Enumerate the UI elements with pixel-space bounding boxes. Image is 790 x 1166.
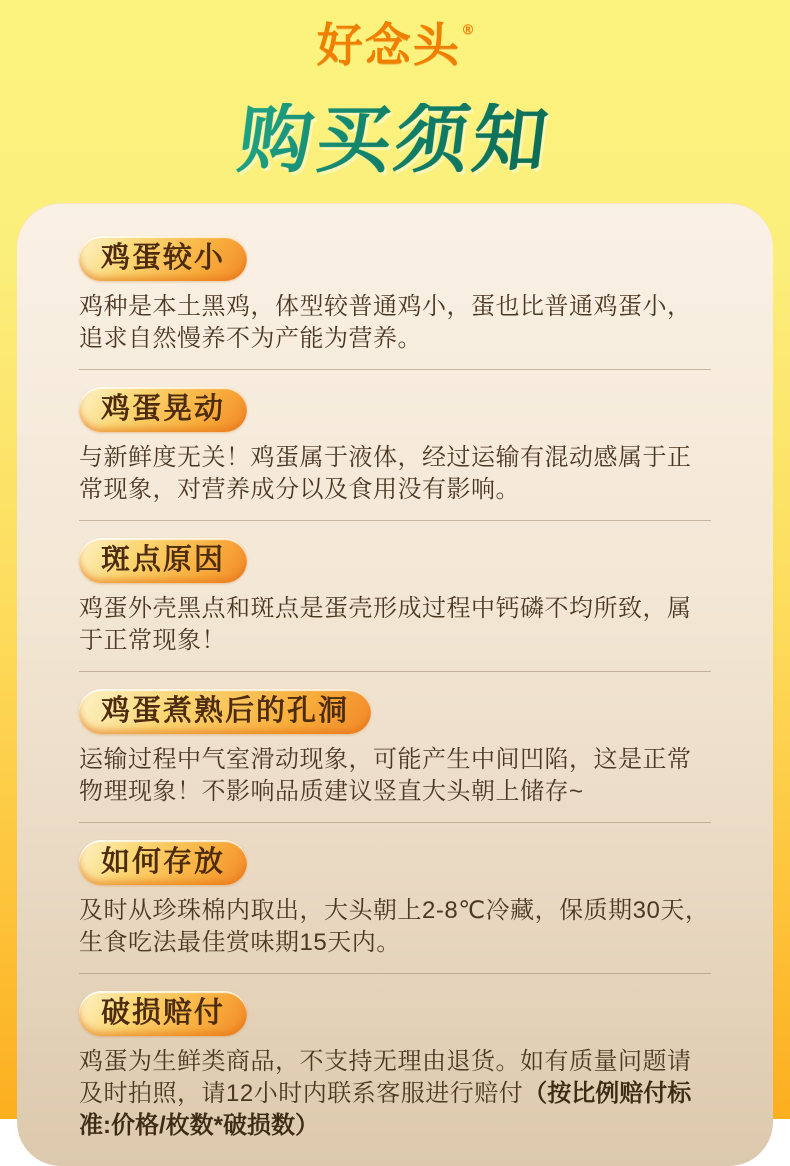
brand-name: 好念头 — [316, 19, 461, 71]
notice-section-storage — [79, 840, 711, 959]
section-divider — [79, 822, 711, 823]
section-label: 斑点原因 — [101, 543, 226, 576]
section-label: 鸡蛋较小 — [101, 241, 226, 274]
notice-section-egg-size — [79, 236, 711, 355]
notice-section-spots-reason — [79, 538, 711, 657]
page-title: 购买须知 — [233, 97, 557, 181]
section-label-pill — [79, 689, 371, 734]
section-body — [79, 593, 711, 657]
section-label-pill — [79, 840, 247, 885]
section-body-text: 鸡种是本土黑鸡，体型较普通鸡小，蛋也比普通鸡蛋小，追求自然慢养不为产能为营养。 — [79, 292, 692, 352]
section-label: 破损赔付 — [101, 996, 226, 1029]
registered-trademark-icon: ® — [462, 21, 476, 37]
notice-section-egg-shaking — [79, 387, 711, 506]
section-body-text: 及时从珍珠棉内取出，大头朝上2-8℃冷藏，保质期30天，生食吃法最佳赏味期15天内。 — [79, 896, 710, 956]
notice-card — [17, 203, 773, 1166]
notice-section-boiled-holes — [79, 689, 711, 808]
section-body — [79, 291, 711, 355]
section-divider — [79, 671, 711, 672]
section-label-pill — [79, 991, 247, 1036]
section-body-text: 鸡蛋外壳黑点和斑点是蛋壳形成过程中钙磷不均所致，属于正常现象！ — [79, 594, 692, 654]
section-body-text: 与新鲜度无关！鸡蛋属于液体，经过运输有混动感属于正常现象，对营养成分以及食用没有影响。 — [79, 443, 692, 503]
section-label-pill — [79, 538, 247, 583]
section-label: 鸡蛋晃动 — [101, 392, 226, 425]
section-divider — [79, 520, 711, 521]
section-label: 鸡蛋煮熟后的孔洞 — [101, 694, 350, 727]
page-header — [0, 0, 790, 181]
section-divider — [79, 369, 711, 370]
section-label-pill — [79, 236, 247, 281]
section-label: 如何存放 — [101, 845, 226, 878]
title-wrap — [0, 71, 790, 181]
brand-logo — [316, 19, 476, 71]
section-body-bold-text: （按比例赔付标准:价格/枚数*破损数） — [79, 1079, 692, 1139]
section-divider — [79, 973, 711, 974]
section-body — [79, 895, 711, 959]
section-body — [79, 442, 711, 506]
section-body-text: 鸡蛋为生鲜类商品，不支持无理由退货。如有质量问题请及时拍照，请12小时内联系客服进行赔付 — [79, 1047, 692, 1107]
section-body-text: 运输过程中气室滑动现象，可能产生中间凹陷，这是正常物理现象！不影响品质建议竖直大头朝上储存~ — [79, 745, 692, 805]
section-body — [79, 1046, 711, 1142]
section-body — [79, 744, 711, 808]
section-label-pill — [79, 387, 247, 432]
